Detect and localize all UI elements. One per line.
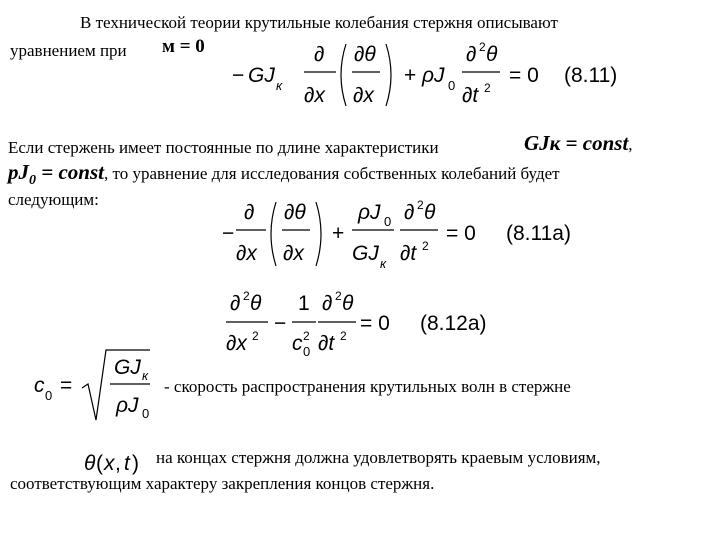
wave-speed-description: - скорость распространения крутильных волн в стержне xyxy=(164,377,571,396)
svg-text:∂t: ∂t xyxy=(318,332,335,355)
svg-text:θ: θ xyxy=(250,292,262,315)
gjk-const: GJк = const xyxy=(524,131,629,155)
svg-text:−: − xyxy=(274,312,287,335)
svg-text:∂x: ∂x xyxy=(304,84,325,107)
svg-text:2: 2 xyxy=(335,289,342,303)
svg-text:∂x: ∂x xyxy=(236,242,257,265)
svg-text:к: к xyxy=(380,256,387,271)
svg-text:∂: ∂ xyxy=(230,292,241,315)
para2-line-2 xyxy=(8,162,560,191)
svg-text:∂: ∂ xyxy=(466,43,477,66)
boundary-line-1: на концах стержня должна удовлетворять краевым условиям, xyxy=(156,448,601,467)
svg-text:ρJ: ρJ xyxy=(116,394,139,417)
svg-text:0: 0 xyxy=(303,344,311,359)
svg-text:к: к xyxy=(276,78,283,93)
intro-line-1: В технической теории крутильные колебания стержня описывают xyxy=(80,13,558,32)
svg-text:c: c xyxy=(292,332,303,355)
svg-text:GJ: GJ xyxy=(248,64,275,87)
svg-text:GJ: GJ xyxy=(114,356,141,379)
para2-line-3: следующим: xyxy=(8,190,99,209)
rho-j0-const xyxy=(8,160,104,189)
svg-text:x: x xyxy=(104,452,115,475)
rho-j: рJ xyxy=(8,160,29,184)
boundary-line-2: соответствующим характеру закрепления концов стержня. xyxy=(10,474,435,493)
rho-j-rest: = const xyxy=(36,160,104,184)
svg-text:0: 0 xyxy=(142,406,150,421)
equation-8-11 xyxy=(232,38,632,114)
svg-text:+: + xyxy=(404,64,417,87)
svg-text:∂x: ∂x xyxy=(353,84,374,107)
svg-text:2: 2 xyxy=(243,289,250,303)
svg-text:2: 2 xyxy=(303,329,310,343)
svg-text:t: t xyxy=(124,452,130,475)
svg-text:∂: ∂ xyxy=(244,201,255,224)
svg-text:0: 0 xyxy=(448,78,456,93)
svg-text:2: 2 xyxy=(484,81,491,95)
rho-j-subscript: 0 xyxy=(29,173,36,189)
svg-text:∂t: ∂t xyxy=(462,84,479,107)
svg-text:∂: ∂ xyxy=(322,292,333,315)
svg-text:2: 2 xyxy=(479,40,486,54)
equation-8-11a xyxy=(222,198,602,274)
svg-text:ρJ: ρJ xyxy=(422,64,445,87)
svg-text:∂x: ∂x xyxy=(283,242,304,265)
para2-text-2: , то уравнение для исследования собственных колебаний будет xyxy=(103,164,560,183)
svg-text:(: ( xyxy=(96,452,103,475)
svg-text:c: c xyxy=(34,374,45,397)
svg-text:θ: θ xyxy=(486,43,498,66)
para2-gjk-line xyxy=(524,133,633,155)
para2-comma: , xyxy=(628,135,633,154)
svg-text:= 0: = 0 xyxy=(509,64,539,87)
para2-line-1 xyxy=(8,138,439,158)
svg-text:2: 2 xyxy=(417,198,424,212)
svg-text:∂x: ∂x xyxy=(226,332,247,355)
svg-text:2: 2 xyxy=(252,329,259,343)
svg-text:θ: θ xyxy=(84,452,96,475)
svg-text:−: − xyxy=(222,222,235,245)
svg-text:θ: θ xyxy=(424,201,436,224)
svg-text:GJ: GJ xyxy=(352,242,379,265)
eq-8-11a-label: (8.11a) xyxy=(506,222,571,245)
eq-8-11-label: (8.11) xyxy=(564,64,618,87)
wave-speed-formula xyxy=(30,346,160,426)
svg-text:= 0: = 0 xyxy=(360,312,390,335)
svg-text:0: 0 xyxy=(384,214,392,229)
svg-text:−: − xyxy=(232,64,245,87)
intro-condition: м = 0 xyxy=(162,36,205,57)
svg-text:∂: ∂ xyxy=(404,201,415,224)
svg-text:): ) xyxy=(132,452,139,475)
svg-text:= 0: = 0 xyxy=(446,222,476,245)
svg-text:=: = xyxy=(60,374,73,397)
svg-text:ρJ: ρJ xyxy=(358,201,381,224)
svg-text:+: + xyxy=(332,222,345,245)
svg-text:0: 0 xyxy=(45,388,53,403)
para2-text-1: Если стержень имеет постоянные по длине характеристики xyxy=(8,138,439,157)
svg-text:,: , xyxy=(115,452,121,475)
equation-8-12a xyxy=(226,288,526,364)
svg-text:1: 1 xyxy=(298,292,310,315)
svg-text:2: 2 xyxy=(340,329,347,343)
svg-text:∂t: ∂t xyxy=(400,242,417,265)
svg-text:∂θ: ∂θ xyxy=(354,43,376,66)
intro-line-2: уравнением при xyxy=(10,41,127,60)
eq-8-12a-label: (8.12a) xyxy=(420,312,487,335)
svg-text:2: 2 xyxy=(422,239,429,253)
svg-text:к: к xyxy=(142,368,149,383)
svg-text:θ: θ xyxy=(342,292,354,315)
svg-text:∂: ∂ xyxy=(314,43,325,66)
svg-text:∂θ: ∂θ xyxy=(284,201,306,224)
